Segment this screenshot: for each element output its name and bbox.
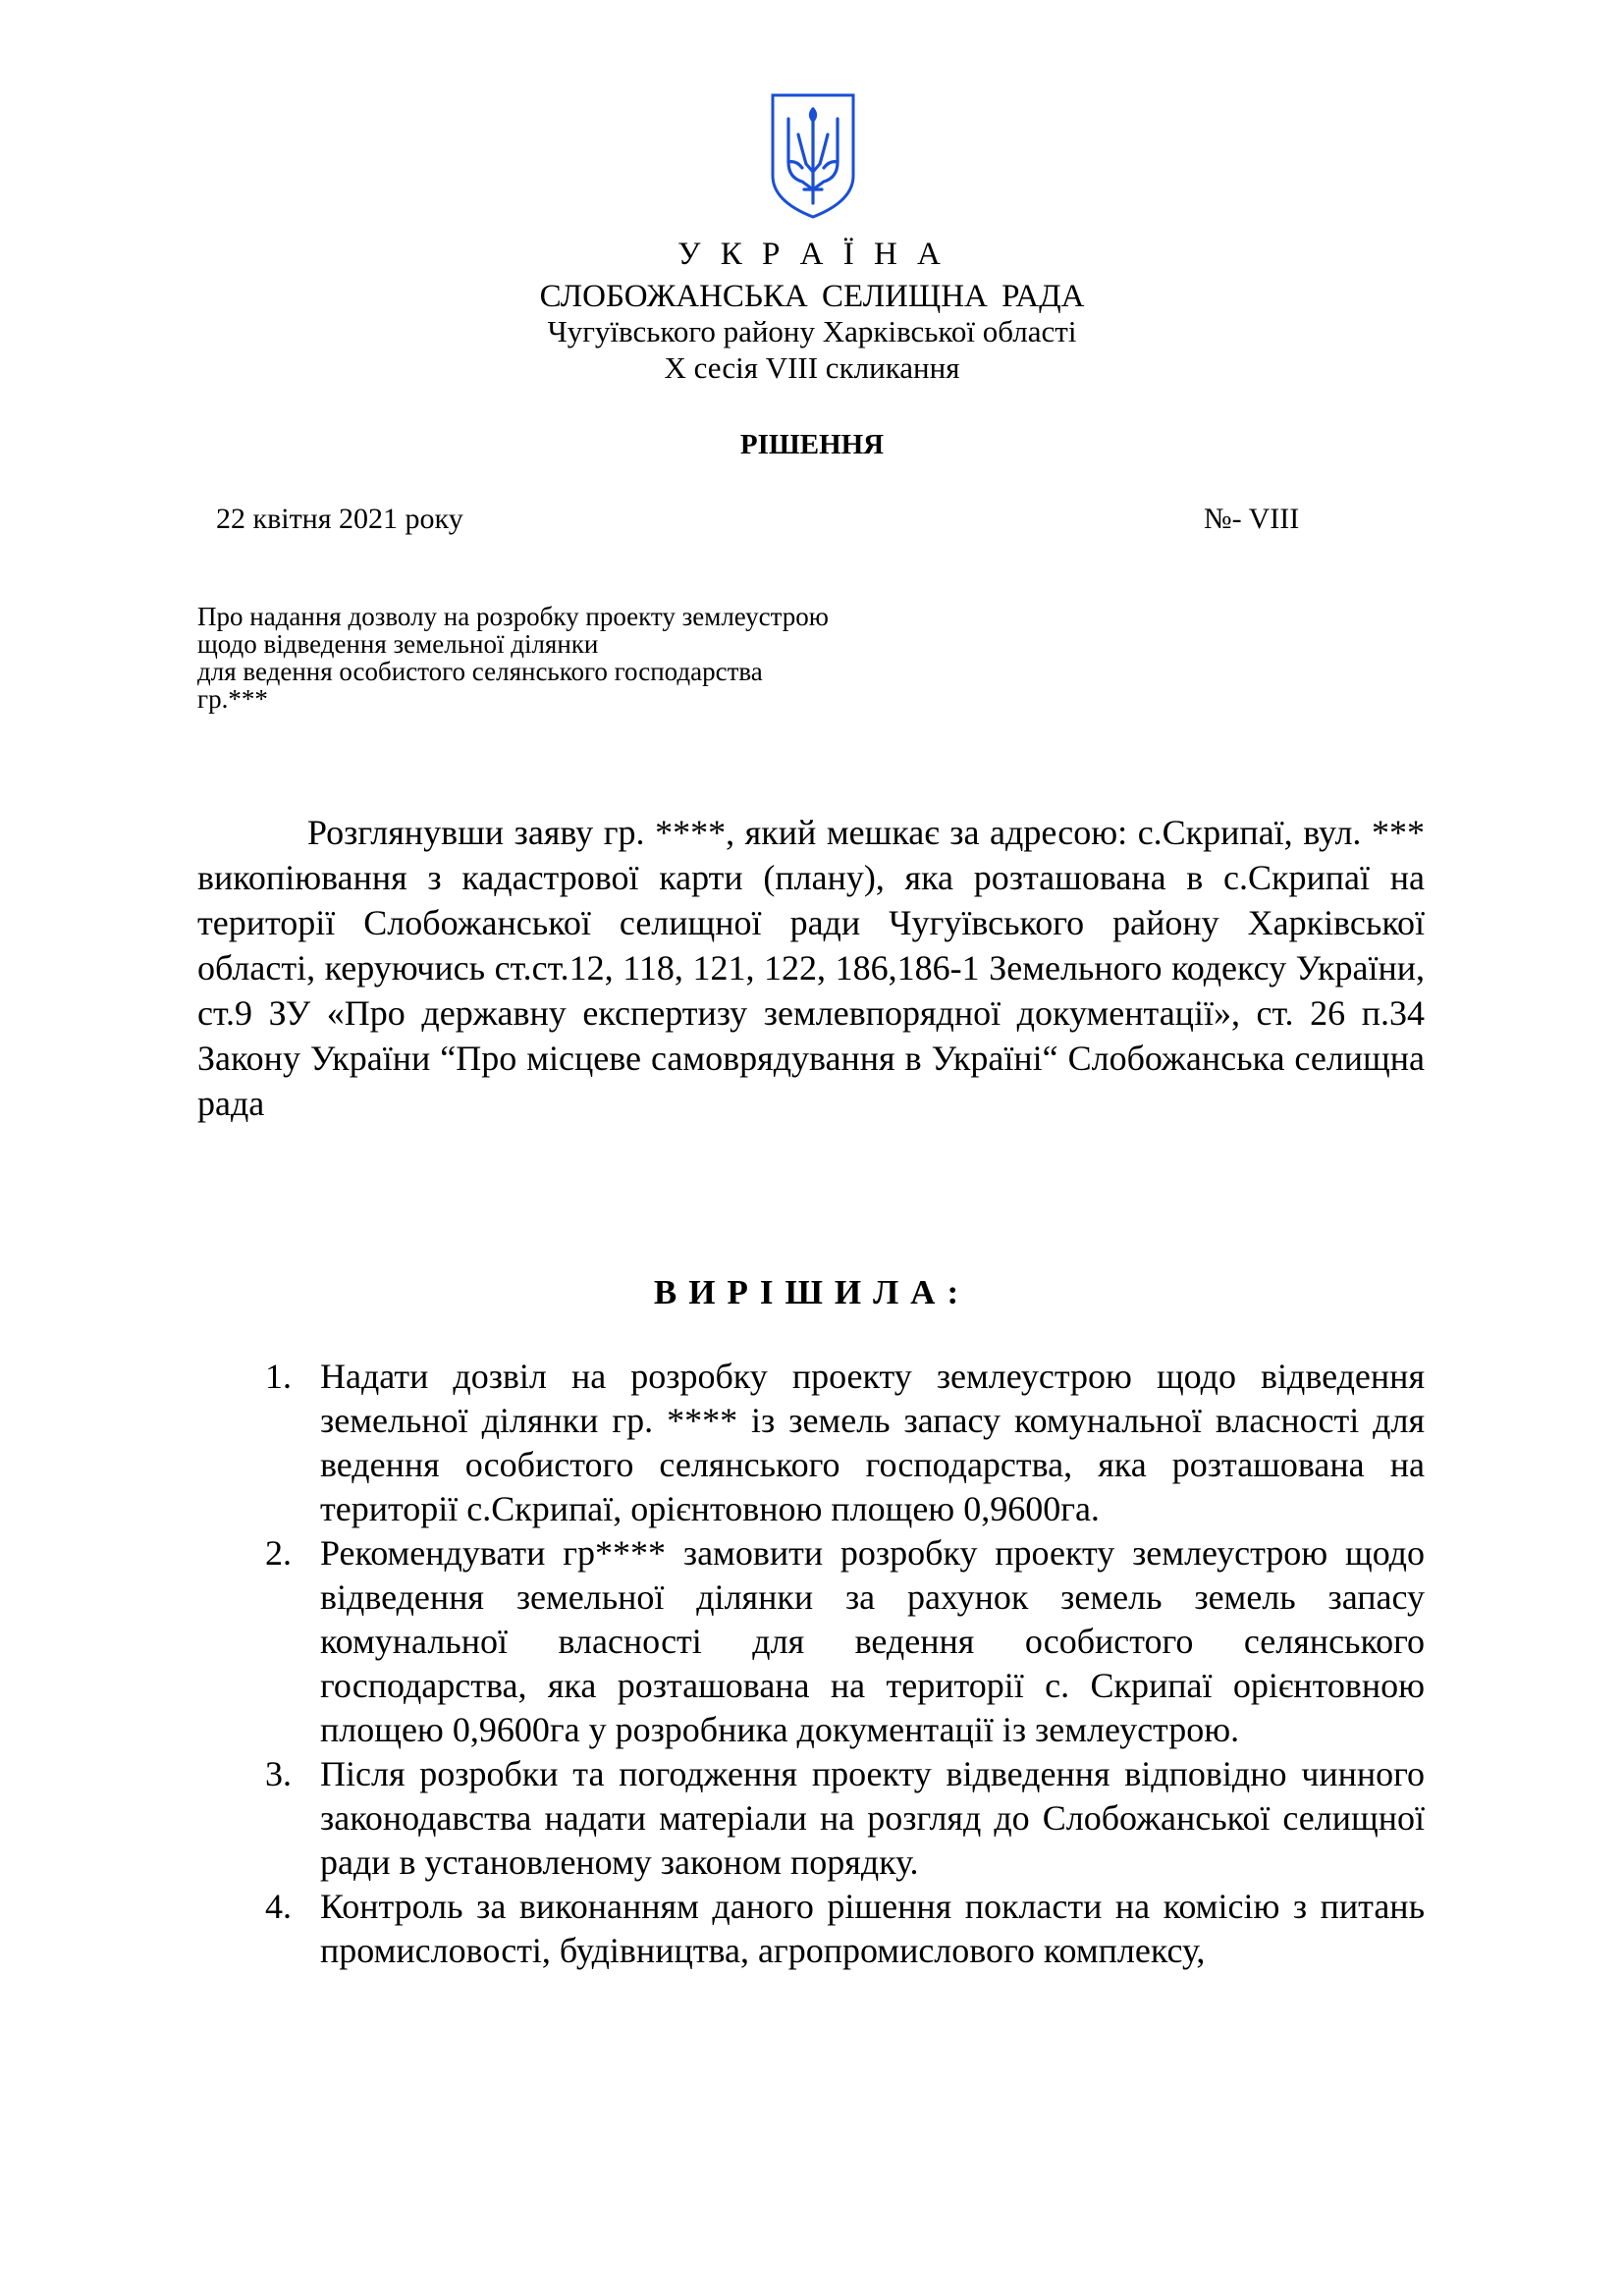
- council-name: СЛОБОЖАНСЬКА СЕЛИЩНА РАДА: [539, 279, 1085, 314]
- decision-date: 22 квітня 2021 року: [216, 503, 463, 535]
- country-heading: У К Р А Ї Н А: [677, 237, 947, 272]
- subject-line: Про надання дозволу на розробку проекту землеустрою: [197, 602, 829, 631]
- item-text: Контроль за виконанням даного рішення покласти на комісію з питань промисловості, будівництва, агропромислового комплексу,: [320, 1887, 1425, 1970]
- subject-line: гр.***: [197, 684, 268, 714]
- item-number: 4.: [265, 1887, 292, 1926]
- preamble-text: Розглянувши заяву гр. ****, який мешкає за адресою: с.Скрипаї, вул. *** викопіювання з кадастрової карти (плану), яка розташована в с.Скрипаї на території Слобожанської селищної ради Чугуївського району Харківської області, керуючись ст.ст.12, 118, 121, 122, 186,186-1 Земельного кодексу України, ст.9 ЗУ «Про державну експертизу землевпорядної документації», ст. 26 п.34 Закону України “Про місцеве самоврядування в Україні“ Слобожанська селищна рада: [197, 813, 1425, 1123]
- item-number: 2.: [265, 1533, 292, 1573]
- subject-block: [197, 603, 944, 713]
- item-text: Рекомендувати гр**** замовити розробку проекту землеустрою щодо відведення земельної ділянки за рахунок земель земель запасу комунальної власності для ведення особистого селянського господарства, яка розташована на території с. Скрипаї орієнтовною площею 0,9600га у розробника документації із землеустрою.: [320, 1533, 1425, 1749]
- list-item: [265, 1885, 1425, 1973]
- preamble-paragraph: [197, 810, 1425, 1126]
- item-text: Надати дозвіл на розробку проекту землеустрою щодо відведення земельної ділянки гр. **** із земель запасу комунальної власності для ведення особистого селянського господарства, яка розташована на території с.Скрипаї, орієнтовною площею 0,9600га.: [320, 1357, 1425, 1528]
- item-number: 1.: [265, 1357, 292, 1396]
- list-item: [265, 1355, 1425, 1531]
- list-item: [265, 1531, 1425, 1752]
- decision-list: [265, 1355, 1425, 1973]
- subject-line: щодо відведення земельної ділянки: [197, 629, 599, 659]
- session-line: Х сесія VIII скликання: [664, 350, 960, 385]
- subject-line: для ведення особистого селянського господарства: [197, 657, 763, 686]
- coat-of-arms-emblem: [767, 91, 859, 221]
- document-title: РІШЕННЯ: [739, 429, 885, 460]
- decision-heading: ВИРІШИЛА:: [653, 1273, 971, 1311]
- district-name: Чугуївського району Харківської області: [547, 314, 1077, 348]
- item-number: 3.: [265, 1754, 292, 1793]
- decision-number: №- VIII: [1204, 503, 1300, 535]
- item-text: Після розробки та погодження проекту відведення відповідно чинного законодавства надати матеріали на розгляд до Слобожанської селищної ради в установленому законом порядку.: [320, 1754, 1425, 1882]
- list-item: [265, 1752, 1425, 1885]
